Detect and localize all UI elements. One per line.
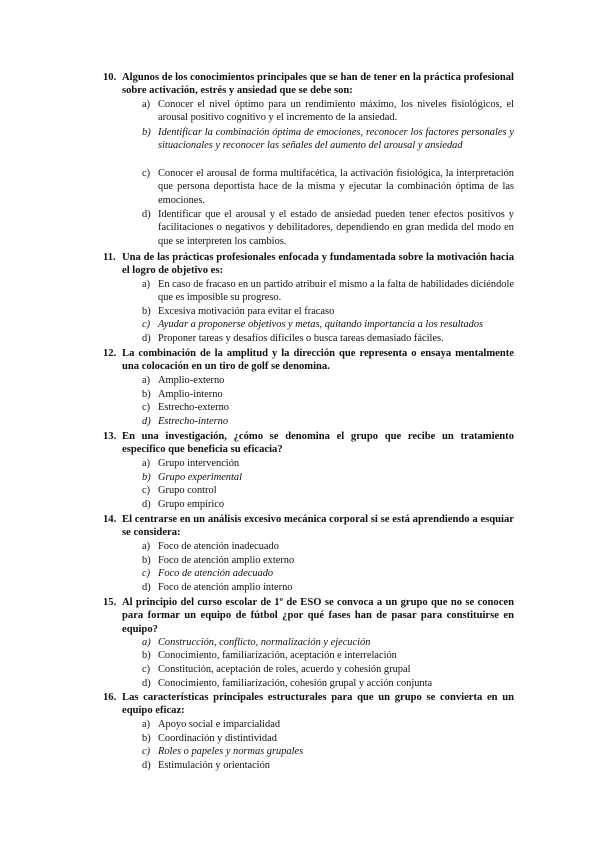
option-letter: b) — [142, 127, 151, 138]
option-text: Construcción, conflicto, normalización y ejecución — [158, 637, 371, 648]
option-letter: a) — [142, 375, 151, 386]
option-letter: d) — [142, 416, 151, 427]
option-a — [142, 374, 514, 387]
option-letter: b) — [142, 733, 151, 744]
option-c — [142, 167, 514, 207]
option-text: Estrecho-externo — [158, 402, 229, 413]
option-text: Estrecho-interno — [158, 416, 229, 427]
option-letter: c) — [142, 664, 151, 675]
option-letter: d) — [142, 582, 151, 593]
option-d — [142, 415, 514, 428]
option-text: Foco de atención inadecuado — [158, 541, 279, 552]
option-text: Conocimiento, familiarización, aceptación e interrelación — [158, 650, 397, 661]
question-text: La combinación de la amplitud y la dirección que representa o ensaya mentalmente una colocación en un tiro de golf se denomina. — [122, 348, 514, 373]
option-letter: d) — [142, 760, 151, 771]
question-number: 11. — [103, 252, 116, 263]
option-letter: c) — [142, 485, 151, 496]
option-a — [142, 457, 514, 470]
option-text: Grupo empírico — [158, 499, 225, 510]
option-letter: a) — [142, 99, 151, 110]
option-text: Conocer el nivel óptimo para un rendimiento máximo, los niveles fisiológicos, el arousal positivo cognitivo y el incremento de la ansiedad. — [158, 99, 514, 124]
option-b — [142, 126, 514, 153]
question-number: 14. — [103, 514, 117, 525]
option-b — [142, 554, 514, 567]
option-text: Coordinación y distintividad — [158, 733, 277, 744]
option-text: Foco de atención adecuado — [158, 568, 274, 579]
option-letter: c) — [142, 568, 151, 579]
option-d — [142, 581, 514, 594]
option-text: Proponer tareas y desafíos difíciles o busca tareas demasiado fáciles. — [158, 333, 444, 344]
option-letter: d) — [142, 499, 151, 510]
option-letter: a) — [142, 541, 151, 552]
option-text: Grupo control — [158, 485, 217, 496]
question-text: Las características principales estructurales para que un grupo se convierta en un equipo eficaz: — [122, 692, 514, 717]
option-letter: a) — [142, 719, 151, 730]
option-c — [142, 318, 514, 331]
option-b — [142, 649, 514, 662]
option-text: Constitución, aceptación de roles, acuerdo y cohesión grupal — [158, 664, 411, 675]
option-text: Identificar que el arousal y el estado de ansiedad pueden tener efectos positivos y facilitaciones o negativos y debilitadores, dependiendo en gran medida del modo en que se interpreten los cambios. — [158, 209, 514, 247]
option-d — [142, 759, 514, 772]
option-b — [142, 471, 514, 484]
option-d — [142, 332, 514, 345]
question-text: Al principio del curso escolar de 1º de ESO se convoca a un grupo que no se conocen para formar un equipo de fútbol ¿por qué fases han de pasar para constituirse en equipo? — [122, 597, 514, 635]
option-d — [142, 208, 514, 248]
option-text: Estimulación y orientación — [158, 760, 270, 771]
option-text: Identificar la combinación óptima de emociones, reconocer los factores personales y situacionales y reconocer las señales del aumento del arousal y ansiedad — [158, 127, 514, 152]
option-c — [142, 745, 514, 758]
option-a — [142, 636, 514, 649]
option-a — [142, 98, 514, 125]
option-a — [142, 278, 514, 305]
question-text: Una de las prácticas profesionales enfocada y fundamentada sobre la motivación hacia el logro de objetivo es: — [122, 252, 514, 277]
option-a — [142, 540, 514, 553]
option-text: Roles o papeles y normas grupales — [158, 746, 304, 757]
option-text: Amplio-interno — [158, 389, 223, 400]
option-b — [142, 732, 514, 745]
option-letter: a) — [142, 637, 151, 648]
option-c — [142, 484, 514, 497]
option-b — [142, 305, 514, 318]
option-letter: b) — [142, 555, 151, 566]
question-number: 13. — [103, 431, 117, 442]
option-b — [142, 388, 514, 401]
question-number: 12. — [103, 348, 117, 359]
option-a — [142, 718, 514, 731]
option-text: Grupo experimental — [158, 472, 242, 483]
question-number: 15. — [103, 597, 117, 608]
option-text: En caso de fracaso en un partido atribuir el mismo a la falta de habilidades diciéndole que es imposible su progreso. — [158, 279, 514, 304]
option-letter: c) — [142, 168, 151, 179]
question-text: El centrarse en un análisis excesivo mecánica corporal si se está aprendiendo a esquiar se considera: — [122, 514, 514, 539]
option-text: Apoyo social e imparcialidad — [158, 719, 281, 730]
option-text: Amplio-externo — [158, 375, 225, 386]
option-letter: b) — [142, 472, 151, 483]
option-letter: c) — [142, 319, 151, 330]
option-text: Conocimiento, familiarización, cohesión grupal y acción conjunta — [158, 678, 433, 689]
option-d — [142, 498, 514, 511]
option-letter: d) — [142, 678, 151, 689]
option-text: Ayudar a proponerse objetivos y metas, quitando importancia a los resultados — [158, 319, 484, 330]
option-letter: c) — [142, 746, 151, 757]
option-d — [142, 677, 514, 690]
option-letter: b) — [142, 650, 151, 661]
option-text: Foco de atención amplio externo — [158, 555, 295, 566]
question-text: Algunos de los conocimientos principales que se han de tener en la práctica profesional sobre activación, estrés y ansiedad que se debe son: — [122, 72, 514, 97]
question-number: 10. — [103, 72, 117, 83]
option-c — [142, 567, 514, 580]
question-number: 16. — [103, 692, 117, 703]
option-letter: a) — [142, 458, 151, 469]
option-c — [142, 401, 514, 414]
option-text: Excesiva motivación para evitar el fracaso — [158, 306, 335, 317]
option-text: Foco de atención amplio interno — [158, 582, 293, 593]
option-letter: b) — [142, 306, 151, 317]
option-letter: c) — [142, 402, 151, 413]
option-letter: d) — [142, 333, 151, 344]
option-text: Conocer el arousal de forma multifacética, la activación fisiológica, la interpretación que persona deportista hace de la misma y ejecutar la combinación óptima de las emociones. — [158, 168, 514, 206]
question-text: En una investigación, ¿cómo se denomina el grupo que recibe un tratamiento específico que beneficia su eficacia? — [122, 431, 514, 456]
option-text: Grupo intervención — [158, 458, 240, 469]
option-letter: a) — [142, 279, 151, 290]
option-letter: b) — [142, 389, 151, 400]
option-c — [142, 663, 514, 676]
option-letter: d) — [142, 209, 151, 220]
